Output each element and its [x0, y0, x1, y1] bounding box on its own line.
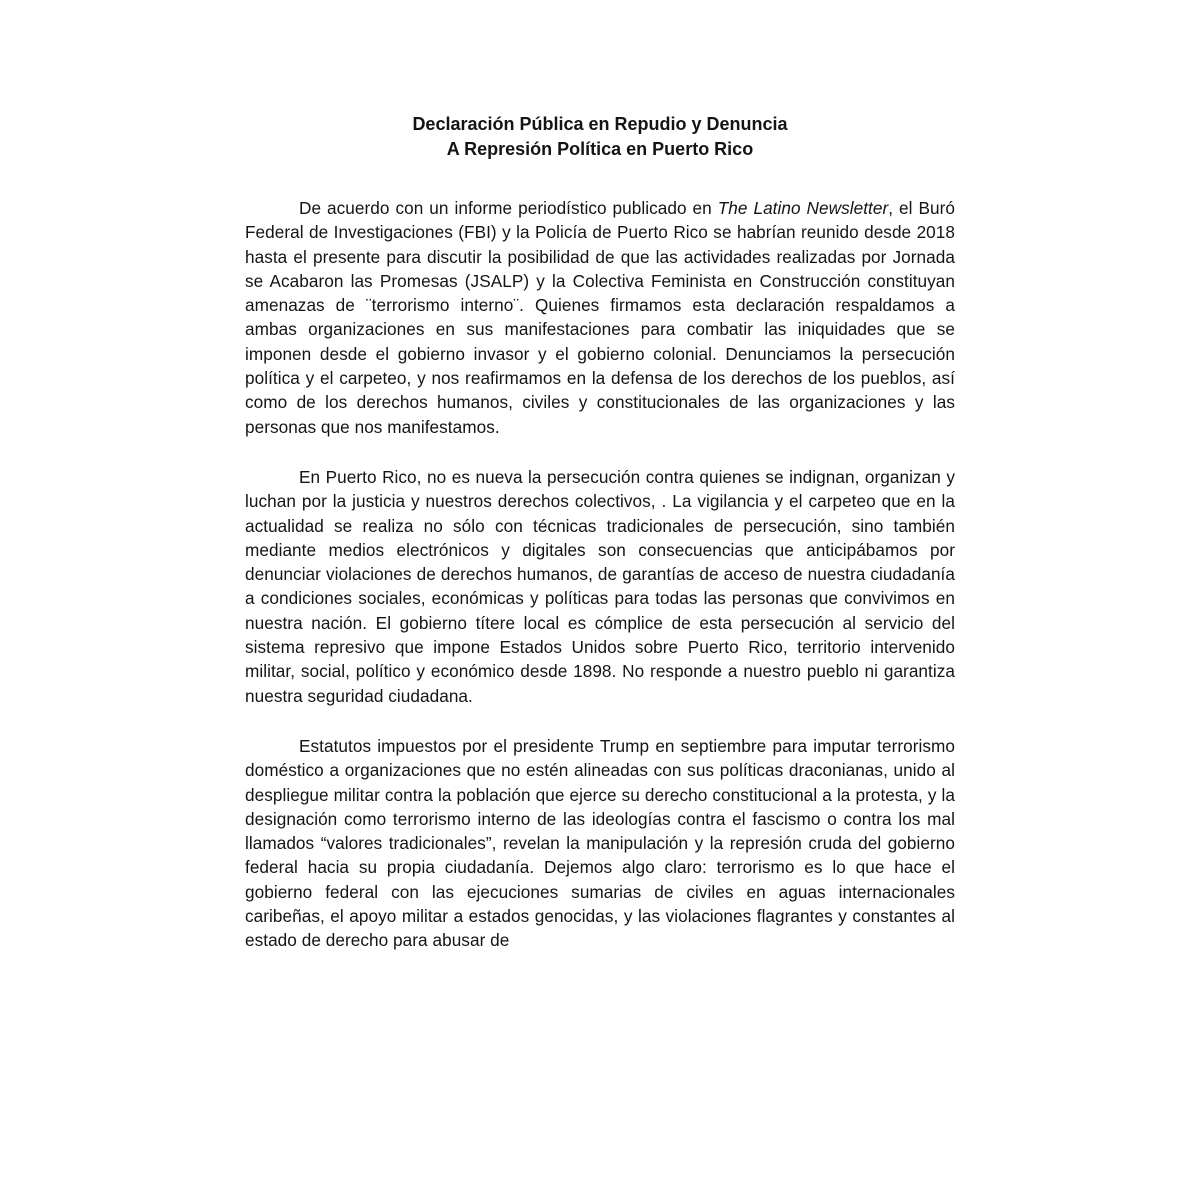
paragraph-1-body: , el Buró Federal de Investigaciones (FBI) y la Policía de Puerto Rico se habrían reunido desde 2018 hasta el presente para discutir la posibilidad de que las actividades realizadas por Jornada se Acabaron las Promesas (JSALP) y la Colectiva Feminista en Construcción constituyan amenazas de ¨terrorismo interno¨. Quienes firmamos esta declaración respaldamos a ambas organizaciones en sus manifestaciones para combatir las iniquidades que se imponen desde el gobierno invasor y el gobierno colonial. Denunciamos la persecución política y el carpeteo, y nos reafirmamos en la defensa de los derechos de los pueblos, así como de los derechos humanos, civiles y constitucionales de las organizaciones y las personas que nos manifestamos.	[245, 198, 955, 437]
document-title	[245, 112, 955, 162]
paragraph-2: En Puerto Rico, no es nueva la persecución contra quienes se indignan, organizan y luchan por la justicia y nuestros derechos colectivos, . La vigilancia y el carpeteo que en la actualidad se realiza no sólo con técnicas tradicionales de persecución, sino también mediante medios electrónicos y digitales son consecuencias que anticipábamos por denunciar violaciones de derechos humanos, de garantías de acceso de nuestra ciudadanía a condiciones sociales, económicas y políticas para todas las personas que convivimos en nuestra nación. El gobierno títere local es cómplice de esta persecución al servicio del sistema represivo que impone Estados Unidos sobre Puerto Rico, territorio intervenido militar, social, político y económico desde 1898. No responde a nuestro pueblo ni garantiza nuestra seguridad ciudadana.	[245, 466, 955, 706]
title-line-1: Declaración Pública en Repudio y Denuncia	[412, 114, 788, 134]
paragraph-1-intro: De acuerdo con un informe periodístico publicado en	[299, 198, 718, 218]
newsletter-name: The Latino Newsletter	[717, 198, 889, 218]
document-page	[245, 112, 955, 979]
paragraph-1	[245, 196, 955, 439]
paragraph-3: Estatutos impuestos por el presidente Trump en septiembre para imputar terrorismo doméstico a organizaciones que no estén alineadas con sus políticas draconianas, unido al despliegue militar contra la población que ejerce su derecho constitucional a la protesta, y la designación como terrorismo interno de las ideologías contra el fascismo o contra los mal llamados “valores tradicionales”, revelan la manipulación y la represión cruda del gobierno federal hacia su propia ciudadanía. Dejemos algo claro: terrorismo es lo que hace el gobierno federal con las ejecuciones sumarias de civiles en aguas internacionales caribeñas, el apoyo militar a estados genocidas, y las violaciones flagrantes y constantes al estado de derecho para abusar de	[245, 735, 955, 951]
title-line-2: A Represión Política en Puerto Rico	[446, 139, 754, 159]
